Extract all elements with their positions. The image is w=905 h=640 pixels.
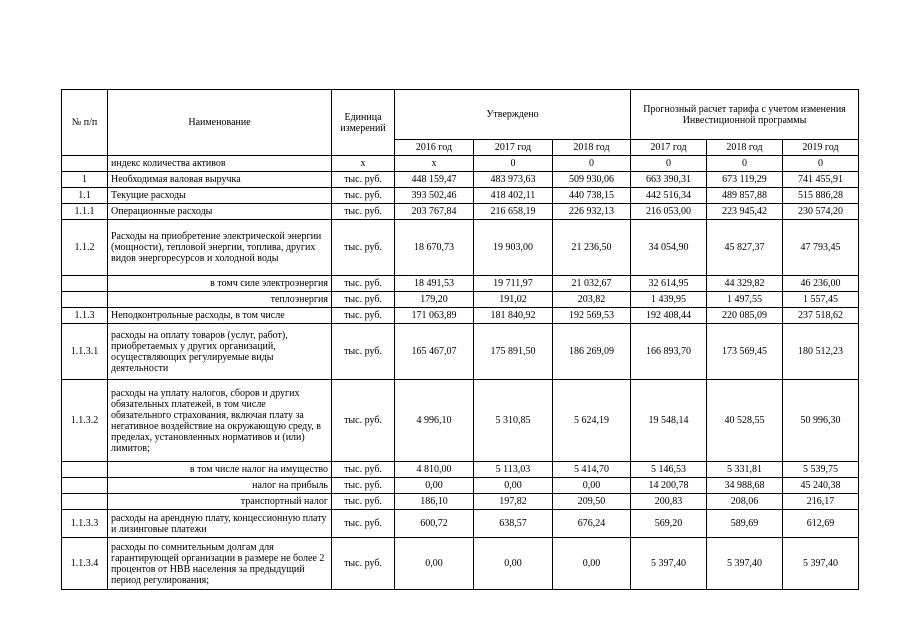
year-forecast-2018: 2018 год bbox=[707, 140, 783, 156]
header-num: № п/п bbox=[62, 90, 108, 156]
row-num: 1.1.3.4 bbox=[62, 538, 108, 590]
row-unit: тыс. руб. bbox=[332, 478, 395, 494]
row-value: 181 840,92 bbox=[474, 308, 553, 324]
row-num bbox=[62, 276, 108, 292]
row-value: 0,00 bbox=[553, 538, 631, 590]
row-value: 673 119,29 bbox=[707, 172, 783, 188]
header-approved: Утверждено bbox=[395, 90, 631, 140]
row-value: 663 390,31 bbox=[631, 172, 707, 188]
row-value: х bbox=[395, 156, 474, 172]
row-name: Необходимая валовая выручка bbox=[108, 172, 332, 188]
header-unit: Единица измерений bbox=[332, 90, 395, 156]
row-name: теплоэнергия bbox=[108, 292, 332, 308]
row-num: 1.1.3.2 bbox=[62, 380, 108, 462]
row-value: 21 236,50 bbox=[553, 220, 631, 276]
row-value: 165 467,07 bbox=[395, 324, 474, 380]
row-value: 21 032,67 bbox=[553, 276, 631, 292]
row-value: 0 bbox=[553, 156, 631, 172]
table-row bbox=[62, 478, 859, 494]
row-name: Неподконтрольные расходы, в том числе bbox=[108, 308, 332, 324]
table-row bbox=[62, 156, 859, 172]
row-value: 203 767,84 bbox=[395, 204, 474, 220]
row-value: 192 569,53 bbox=[553, 308, 631, 324]
row-name: транспортный налог bbox=[108, 494, 332, 510]
row-value: 483 973,63 bbox=[474, 172, 553, 188]
table-row bbox=[62, 510, 859, 538]
row-value: 5 331,81 bbox=[707, 462, 783, 478]
table-row bbox=[62, 204, 859, 220]
table-body bbox=[62, 90, 859, 590]
row-value: 448 159,47 bbox=[395, 172, 474, 188]
row-value: 18 670,73 bbox=[395, 220, 474, 276]
row-value: 203,82 bbox=[553, 292, 631, 308]
row-value: 191,02 bbox=[474, 292, 553, 308]
row-value: 741 455,91 bbox=[783, 172, 859, 188]
year-approved-2018: 2018 год bbox=[553, 140, 631, 156]
row-value: 47 793,45 bbox=[783, 220, 859, 276]
row-num bbox=[62, 292, 108, 308]
row-name: индекс количества активов bbox=[108, 156, 332, 172]
row-value: 166 893,70 bbox=[631, 324, 707, 380]
row-value: 5 624,19 bbox=[553, 380, 631, 462]
row-value: 442 516,34 bbox=[631, 188, 707, 204]
row-value: 175 891,50 bbox=[474, 324, 553, 380]
row-value: 1 497,55 bbox=[707, 292, 783, 308]
row-value: 40 528,55 bbox=[707, 380, 783, 462]
row-value: 0,00 bbox=[474, 538, 553, 590]
table-row bbox=[62, 494, 859, 510]
header-row bbox=[62, 90, 859, 140]
table-row bbox=[62, 324, 859, 380]
row-value: 237 518,62 bbox=[783, 308, 859, 324]
row-value: 186 269,09 bbox=[553, 324, 631, 380]
row-value: 489 857,88 bbox=[707, 188, 783, 204]
row-value: 0,00 bbox=[395, 478, 474, 494]
table-row bbox=[62, 538, 859, 590]
row-value: 223 945,42 bbox=[707, 204, 783, 220]
year-approved-2017: 2017 год bbox=[474, 140, 553, 156]
row-num bbox=[62, 478, 108, 494]
row-unit: тыс. руб. bbox=[332, 276, 395, 292]
row-unit: тыс. руб. bbox=[332, 292, 395, 308]
row-unit: тыс. руб. bbox=[332, 494, 395, 510]
row-num: 1.1.3 bbox=[62, 308, 108, 324]
row-value: 5 414,70 bbox=[553, 462, 631, 478]
row-value: 34 988,68 bbox=[707, 478, 783, 494]
header-forecast: Прогнозный расчет тарифа с учетом изменения Инвестиционной программы bbox=[631, 90, 859, 140]
row-value: 515 886,28 bbox=[783, 188, 859, 204]
row-value: 5 397,40 bbox=[707, 538, 783, 590]
row-value: 0 bbox=[707, 156, 783, 172]
row-unit: тыс. руб. bbox=[332, 510, 395, 538]
row-value: 393 502,46 bbox=[395, 188, 474, 204]
row-name: в том числе налог на имущество bbox=[108, 462, 332, 478]
row-num: 1.1.2 bbox=[62, 220, 108, 276]
row-num: 1.1.3.3 bbox=[62, 510, 108, 538]
year-approved-2016: 2016 год bbox=[395, 140, 474, 156]
row-value: 226 932,13 bbox=[553, 204, 631, 220]
row-value: 4 810,00 bbox=[395, 462, 474, 478]
row-value: 44 329,82 bbox=[707, 276, 783, 292]
table-row bbox=[62, 276, 859, 292]
row-value: 200,83 bbox=[631, 494, 707, 510]
row-value: 186,10 bbox=[395, 494, 474, 510]
row-value: 192 408,44 bbox=[631, 308, 707, 324]
row-unit: тыс. руб. bbox=[332, 380, 395, 462]
row-value: 0,00 bbox=[553, 478, 631, 494]
row-value: 19 903,00 bbox=[474, 220, 553, 276]
row-value: 46 236,00 bbox=[783, 276, 859, 292]
row-num: 1.1.3.1 bbox=[62, 324, 108, 380]
table-row bbox=[62, 380, 859, 462]
row-unit: тыс. руб. bbox=[332, 538, 395, 590]
table-row bbox=[62, 188, 859, 204]
year-forecast-2019: 2019 год bbox=[783, 140, 859, 156]
row-value: 600,72 bbox=[395, 510, 474, 538]
row-value: 50 996,30 bbox=[783, 380, 859, 462]
row-value: 0,00 bbox=[395, 538, 474, 590]
row-value: 173 569,45 bbox=[707, 324, 783, 380]
row-value: 216,17 bbox=[783, 494, 859, 510]
row-value: 1 439,95 bbox=[631, 292, 707, 308]
row-num: 1 bbox=[62, 172, 108, 188]
tariff-table bbox=[61, 89, 859, 590]
row-value: 676,24 bbox=[553, 510, 631, 538]
row-unit: тыс. руб. bbox=[332, 324, 395, 380]
row-value: 0 bbox=[474, 156, 553, 172]
row-num: 1.1.1 bbox=[62, 204, 108, 220]
row-value: 32 614,95 bbox=[631, 276, 707, 292]
row-num bbox=[62, 494, 108, 510]
row-value: 509 930,06 bbox=[553, 172, 631, 188]
row-value: 0 bbox=[631, 156, 707, 172]
row-value: 418 402,11 bbox=[474, 188, 553, 204]
row-unit: тыс. руб. bbox=[332, 172, 395, 188]
table-row bbox=[62, 172, 859, 188]
row-unit: х bbox=[332, 156, 395, 172]
row-num bbox=[62, 462, 108, 478]
row-value: 0,00 bbox=[474, 478, 553, 494]
row-name: расходы на арендную плату, концессионную плату и лизинговые платежи bbox=[108, 510, 332, 538]
row-value: 0 bbox=[783, 156, 859, 172]
table-row bbox=[62, 292, 859, 308]
row-value: 34 054,90 bbox=[631, 220, 707, 276]
row-value: 569,20 bbox=[631, 510, 707, 538]
row-value: 1 557,45 bbox=[783, 292, 859, 308]
row-name: налог на прибыль bbox=[108, 478, 332, 494]
table-row bbox=[62, 462, 859, 478]
row-value: 612,69 bbox=[783, 510, 859, 538]
row-value: 5 310,85 bbox=[474, 380, 553, 462]
row-unit: тыс. руб. bbox=[332, 220, 395, 276]
row-value: 5 397,40 bbox=[783, 538, 859, 590]
row-value: 180 512,23 bbox=[783, 324, 859, 380]
row-value: 19 548,14 bbox=[631, 380, 707, 462]
row-value: 216 658,19 bbox=[474, 204, 553, 220]
row-name: расходы на оплату товаров (услуг, работ), приобретаемых у других организаций, осуществляющих регулируемые виды деятельности bbox=[108, 324, 332, 380]
row-value: 45 827,37 bbox=[707, 220, 783, 276]
row-value: 197,82 bbox=[474, 494, 553, 510]
row-value: 171 063,89 bbox=[395, 308, 474, 324]
row-value: 45 240,38 bbox=[783, 478, 859, 494]
row-name: Операционные расходы bbox=[108, 204, 332, 220]
row-value: 5 397,40 bbox=[631, 538, 707, 590]
year-forecast-2017: 2017 год bbox=[631, 140, 707, 156]
row-name: расходы на уплату налогов, сборов и других обязательных платежей, в том числе обязательного страхования, включая плату за негативное воздействие на окружающую среду, в пределах, установленных нормативов и (или) лимитов; bbox=[108, 380, 332, 462]
row-num: 1.1 bbox=[62, 188, 108, 204]
row-unit: тыс. руб. bbox=[332, 204, 395, 220]
table-row bbox=[62, 308, 859, 324]
row-value: 589,69 bbox=[707, 510, 783, 538]
row-value: 220 085,09 bbox=[707, 308, 783, 324]
header-name: Наименование bbox=[108, 90, 332, 156]
row-name: Расходы на приобретение электрической энергии (мощности), тепловой энергии, топлива, других видов энергоресурсов и холодной воды bbox=[108, 220, 332, 276]
row-value: 5 113,03 bbox=[474, 462, 553, 478]
row-value: 230 574,20 bbox=[783, 204, 859, 220]
row-num bbox=[62, 156, 108, 172]
row-value: 5 146,53 bbox=[631, 462, 707, 478]
row-value: 4 996,10 bbox=[395, 380, 474, 462]
row-unit: тыс. руб. bbox=[332, 308, 395, 324]
row-value: 179,20 bbox=[395, 292, 474, 308]
row-unit: тыс. руб. bbox=[332, 188, 395, 204]
row-value: 209,50 bbox=[553, 494, 631, 510]
row-name: в томч силе электроэнергия bbox=[108, 276, 332, 292]
row-unit: тыс. руб. bbox=[332, 462, 395, 478]
row-value: 638,57 bbox=[474, 510, 553, 538]
row-value: 216 053,00 bbox=[631, 204, 707, 220]
row-name: Текущие расходы bbox=[108, 188, 332, 204]
row-value: 5 539,75 bbox=[783, 462, 859, 478]
row-name: расходы по сомнительным долгам для гарантирующей организации в размере не более 2 процентов от НВВ населения за предыдущий период регулирования; bbox=[108, 538, 332, 590]
row-value: 18 491,53 bbox=[395, 276, 474, 292]
row-value: 440 738,15 bbox=[553, 188, 631, 204]
row-value: 19 711,97 bbox=[474, 276, 553, 292]
row-value: 208,06 bbox=[707, 494, 783, 510]
table-row bbox=[62, 220, 859, 276]
row-value: 14 200,78 bbox=[631, 478, 707, 494]
